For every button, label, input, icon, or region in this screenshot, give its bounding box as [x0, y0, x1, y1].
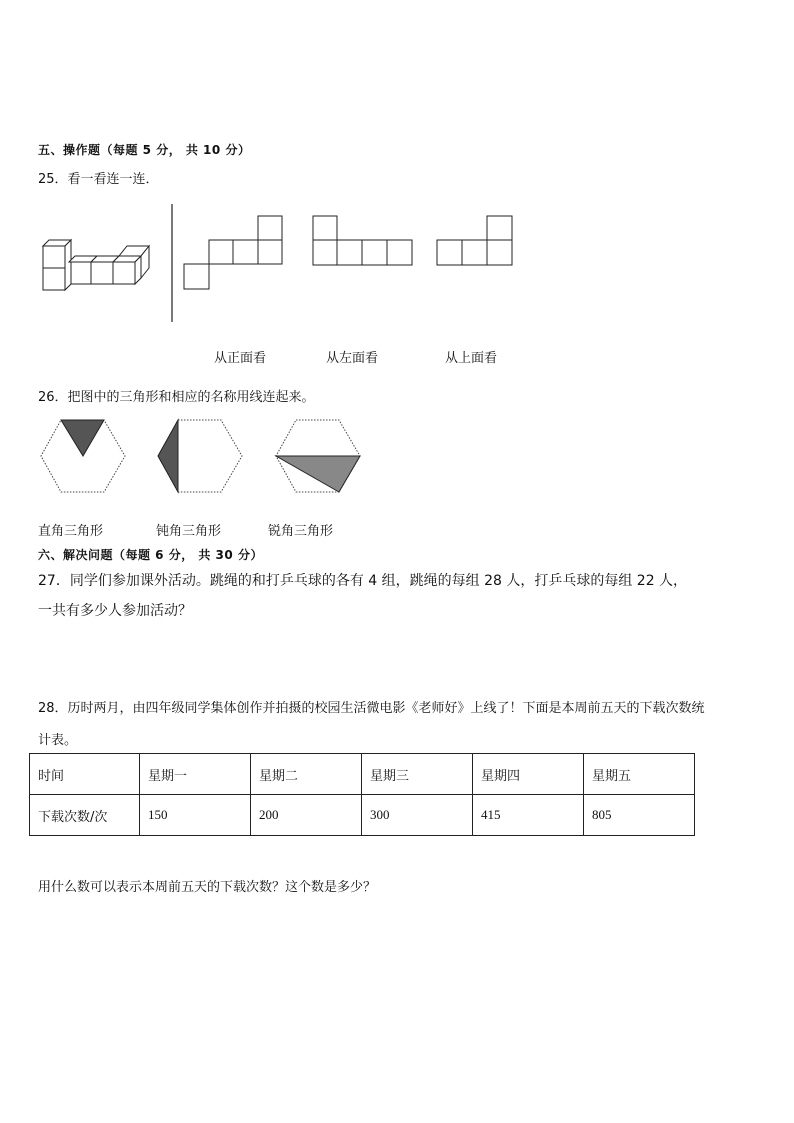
- triangle-name-acute: 锐角三角形: [268, 524, 334, 539]
- question-28-subquestion: 用什么数可以表示本周前五天的下载次数？这个数是多少？: [38, 880, 377, 895]
- question-28-line-2: 计表。: [38, 733, 78, 748]
- table-cell: 150: [140, 795, 251, 836]
- view-label-left: 从左面看: [326, 351, 379, 366]
- divider-line: [170, 204, 174, 324]
- download-count-table: [29, 753, 695, 836]
- table-row: [30, 795, 695, 836]
- table-cell: 300: [362, 795, 473, 836]
- table-header-row: [30, 754, 695, 795]
- table-header-cell: 星期四: [473, 754, 584, 795]
- question-27-line-2: 一共有多少人参加活动？: [38, 603, 192, 619]
- question-26-text: 26．把图中的三角形和相应的名称用线连起来。: [38, 390, 315, 405]
- view-label-top: 从上面看: [445, 351, 498, 366]
- section-6-title: 六、解决问题（每题 6 分， 共 30 分）: [38, 548, 263, 562]
- table-header-cell: 星期二: [251, 754, 362, 795]
- question-25-text: 25．看一看连一连．: [38, 172, 159, 187]
- table-header-cell: 星期三: [362, 754, 473, 795]
- hexagon-figure-3: [275, 419, 361, 493]
- triangle-name-right: 直角三角形: [38, 524, 104, 539]
- cube-stack-figure: [40, 238, 160, 294]
- triangle-name-obtuse: 钝角三角形: [156, 524, 222, 539]
- view-figure-1: [183, 215, 283, 291]
- table-header-cell: 星期一: [140, 754, 251, 795]
- view-figure-3: [436, 215, 514, 267]
- view-label-front: 从正面看: [214, 351, 267, 366]
- hexagon-figure-1: [40, 419, 126, 493]
- table-header-cell: 时间: [30, 754, 140, 795]
- hexagon-figure-2: [157, 419, 243, 493]
- table-cell: 200: [251, 795, 362, 836]
- view-figure-2: [312, 215, 414, 267]
- table-row-label: 下载次数/次: [30, 795, 140, 836]
- table-cell: 415: [473, 795, 584, 836]
- table-cell: 805: [584, 795, 695, 836]
- section-5-title: 五、操作题（每题 5 分， 共 10 分）: [38, 143, 251, 157]
- table-header-cell: 星期五: [584, 754, 695, 795]
- question-27-line-1: 27．同学们参加课外活动。跳绳的和打乒乓球的各有 4 组，跳绳的每组 28 人，打乒乓球的每组 22 人，: [38, 573, 688, 589]
- question-28-line-1: 28．历时两月，由四年级同学集体创作并拍摄的校园生活微电影《老师好》上线了！下面是本周前五天的下载次数统: [38, 701, 705, 716]
